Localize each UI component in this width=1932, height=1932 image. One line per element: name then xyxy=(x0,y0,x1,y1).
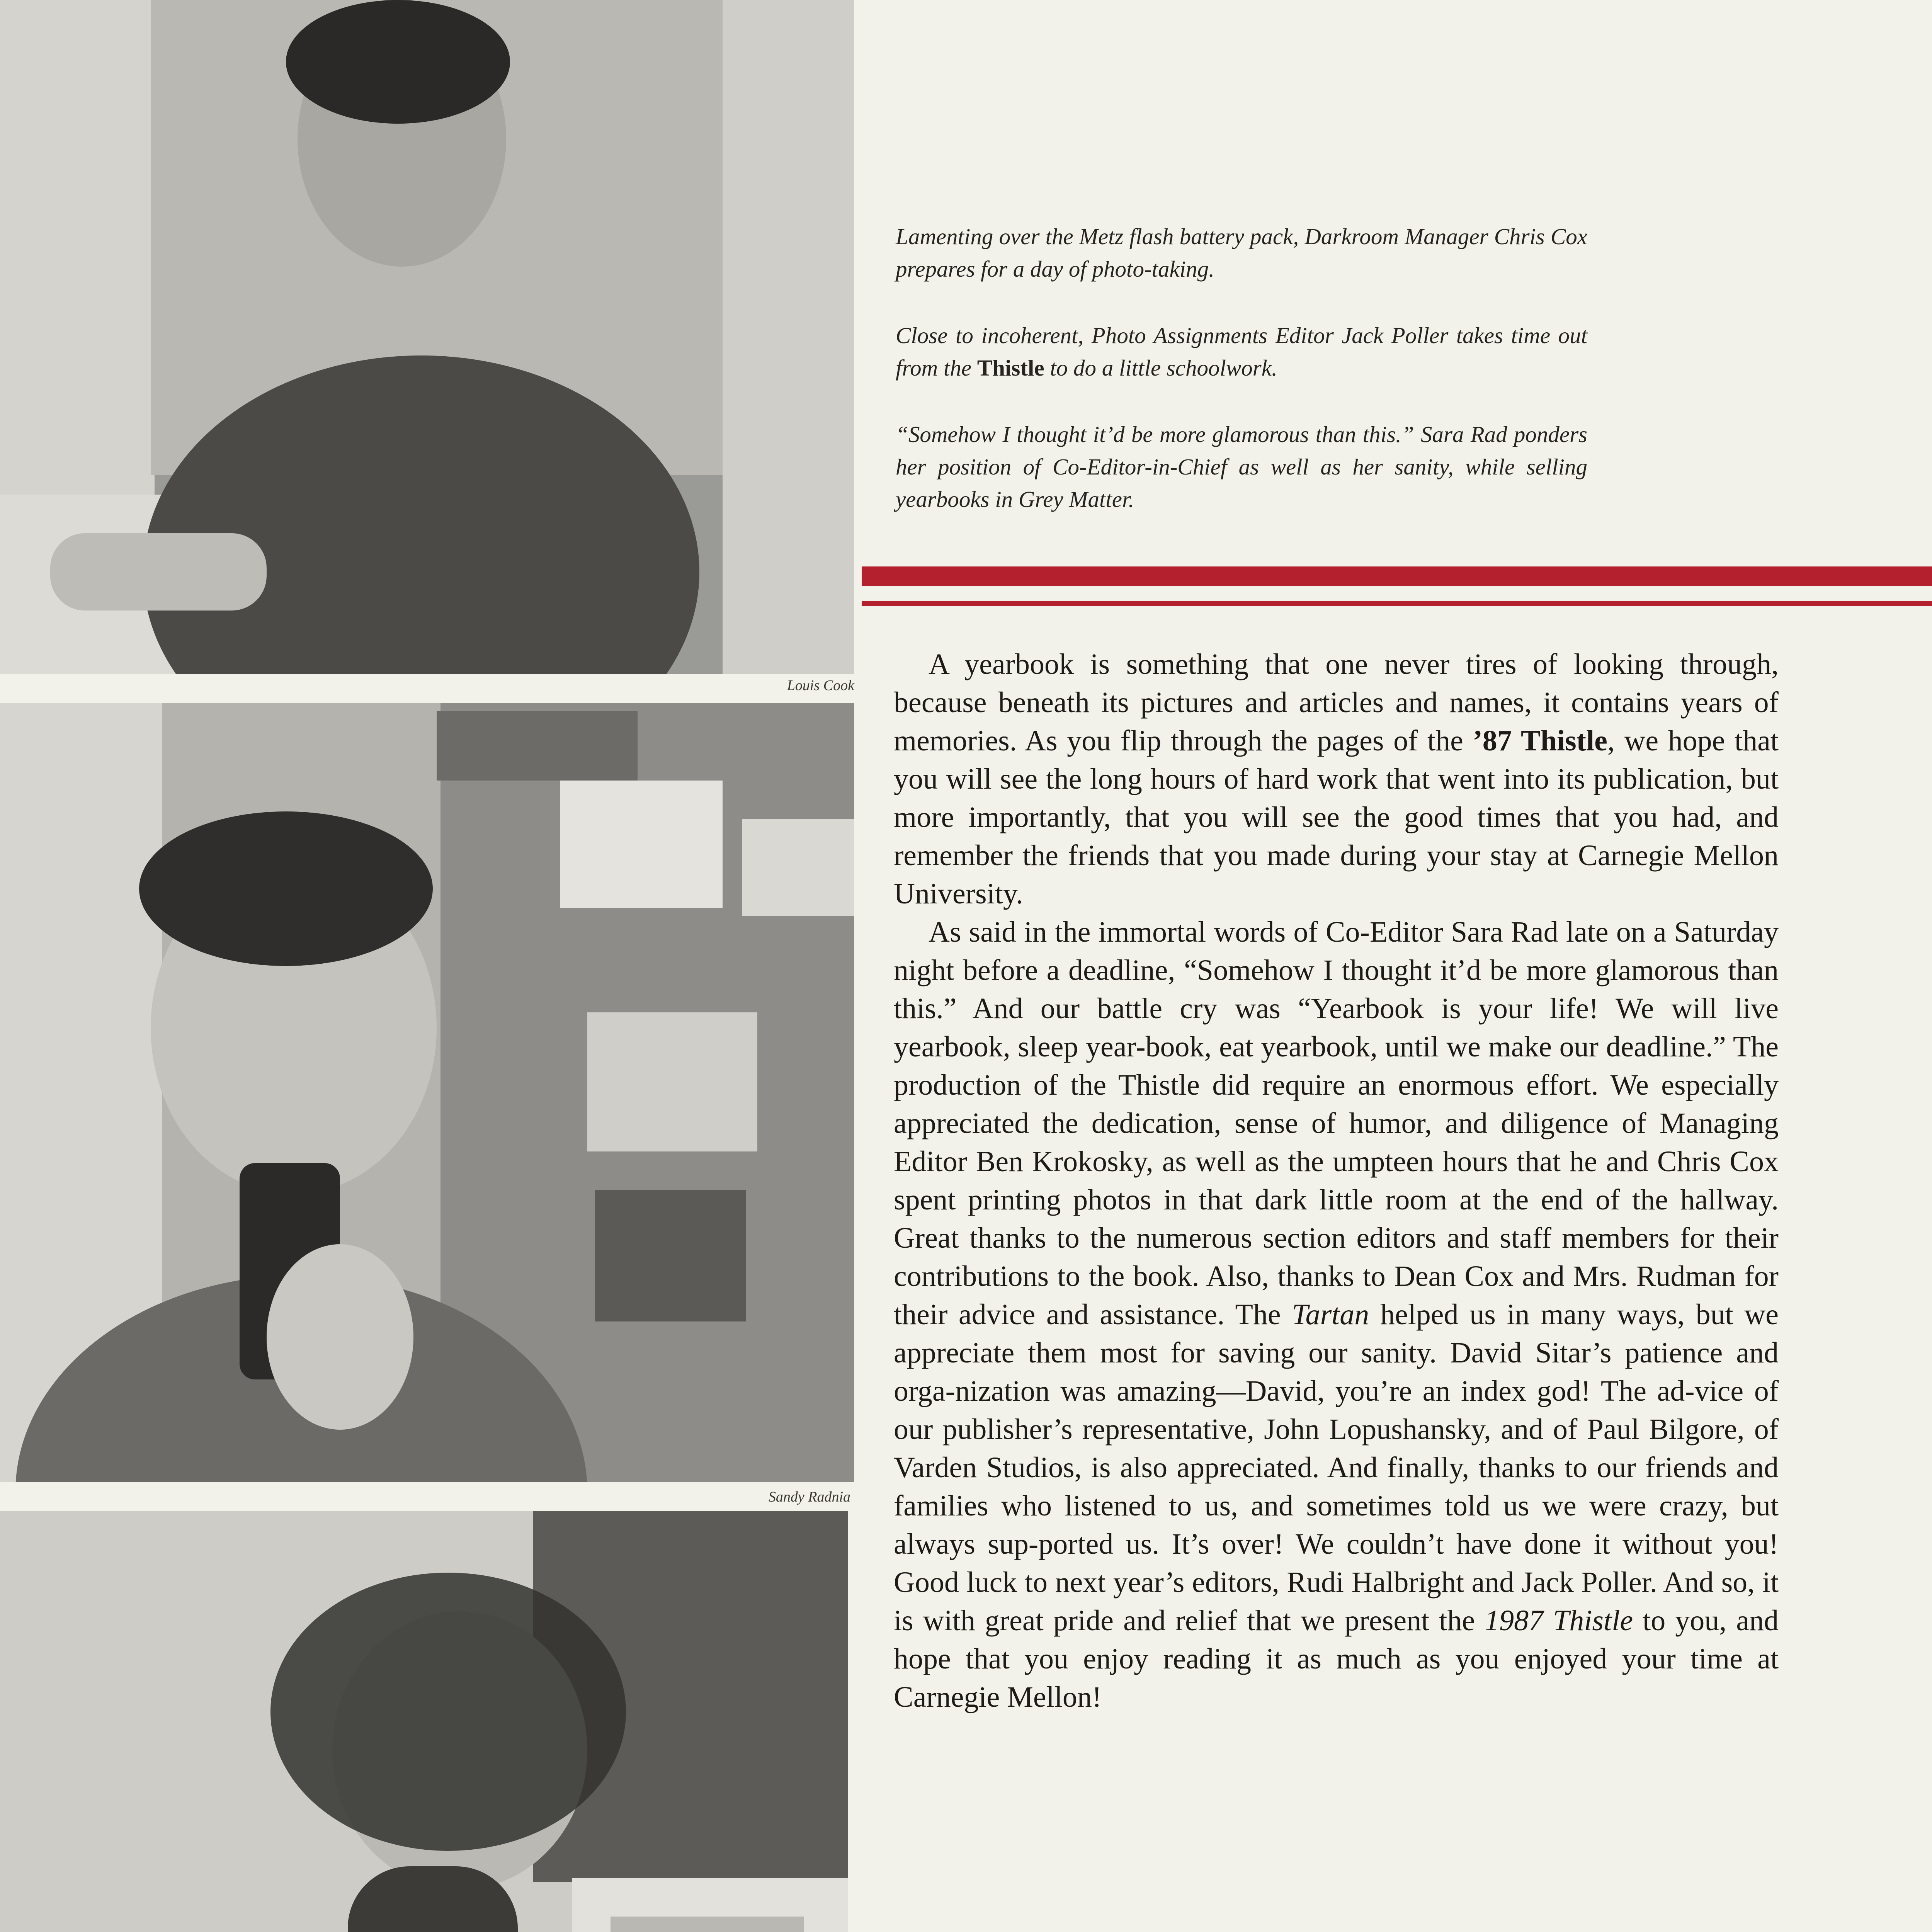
article-p2-tartan: Tartan xyxy=(1292,1298,1369,1331)
colophon-article xyxy=(894,645,1779,1716)
article-paragraph-2 xyxy=(894,913,1779,1716)
photo-credit-2: Sandy Radnia xyxy=(768,1489,850,1505)
photo-credit-1: Louis Cook xyxy=(787,677,854,694)
photo-co-editor xyxy=(0,1511,848,1932)
photo-assignments-editor-image xyxy=(0,703,854,1482)
photo-darkroom-manager xyxy=(0,0,854,674)
article-paragraph-1 xyxy=(894,645,1779,913)
caption-2-thistle: Thistle xyxy=(977,355,1044,381)
article-p2-middle: helped us in many ways, but we appreciate them most for saving our sanity. David Sitar’s patience and orga-nization was amazing—David, you’re an index god! The ad-vice of our publisher’s representative, John Lopushansky, and of Paul Bilgore, of Varden Studios, is also appreciated. And finally, thanks to our friends and families who listened to us, and sometimes told us we were crazy, but always sup-ported us. It’s over! We couldn’t have done it without you! Good luck to next year’s editors, Rudi Halbright and Jack Poller. And so, it is with great pride and relief that we present the xyxy=(894,1298,1779,1637)
caption-co-editor: “Somehow I thought it’d be more glamorous than this.” Sara Rad ponders her position of Co-Editor-in-Chief as well as her sanity, while selling yearbooks in Grey Matter. xyxy=(896,422,1587,512)
caption-2-tail: to do a little schoolwork. xyxy=(1044,355,1277,381)
photo-co-editor-image xyxy=(0,1511,848,1932)
photo-assignments-editor xyxy=(0,703,854,1482)
red-divider-thin xyxy=(862,601,1932,606)
red-divider-thick xyxy=(862,566,1932,586)
article-p1-tail: , we hope that you will see the long hours of hard work that went into its publication, but more importantly, that you will see the good times that you had, and remember the friends that you made during your stay at Carnegie Mellon University. xyxy=(894,724,1779,910)
article-p1-thistle: ’87 Thistle xyxy=(1473,724,1607,757)
caption-darkroom-manager: Lamenting over the Metz flash battery pack, Darkroom Manager Chris Cox prepares for a day of photo-taking. xyxy=(896,224,1587,282)
article-p1-lead: A yearbook is something that one never tires of looking through, because beneath its pictures and articles and names, it contains years of memories. As you flip through the pages of the xyxy=(894,648,1779,757)
article-p2-tail: to you, and hope that you enjoy reading it as much as you enjoyed your time at Carnegie Mellon! xyxy=(894,1604,1779,1713)
article-p2-1987-thistle: 1987 Thistle xyxy=(1485,1604,1633,1637)
photo-darkroom-manager-image xyxy=(0,0,854,674)
photo-captions xyxy=(896,220,1587,549)
caption-assignments-editor xyxy=(896,319,1587,384)
article-p2-lead: As said in the immortal words of Co-Editor Sara Rad late on a Saturday night before a deadline, “Somehow I thought it’d be more glamorous than this.” And our battle cry was “Yearbook is your life! We will live yearbook, sleep year-book, eat yearbook, until we make our deadline.” The production of the Thistle did require an enormous effort. We especially appreciated the dedication, sense of humor, and diligence of Managing Editor Ben Krokosky, as well as the umpteen hours that he and Chris Cox spent printing photos in that dark little room at the end of the hallway. Great thanks to the numerous section editors and staff members for their contributions to the book. Also, thanks to Dean Cox and Mrs. Rudman for their advice and assistance. The xyxy=(894,916,1779,1331)
caption-2-lead: Close to incoherent, Photo Assignments Editor Jack Poller takes time out from the xyxy=(896,323,1587,381)
